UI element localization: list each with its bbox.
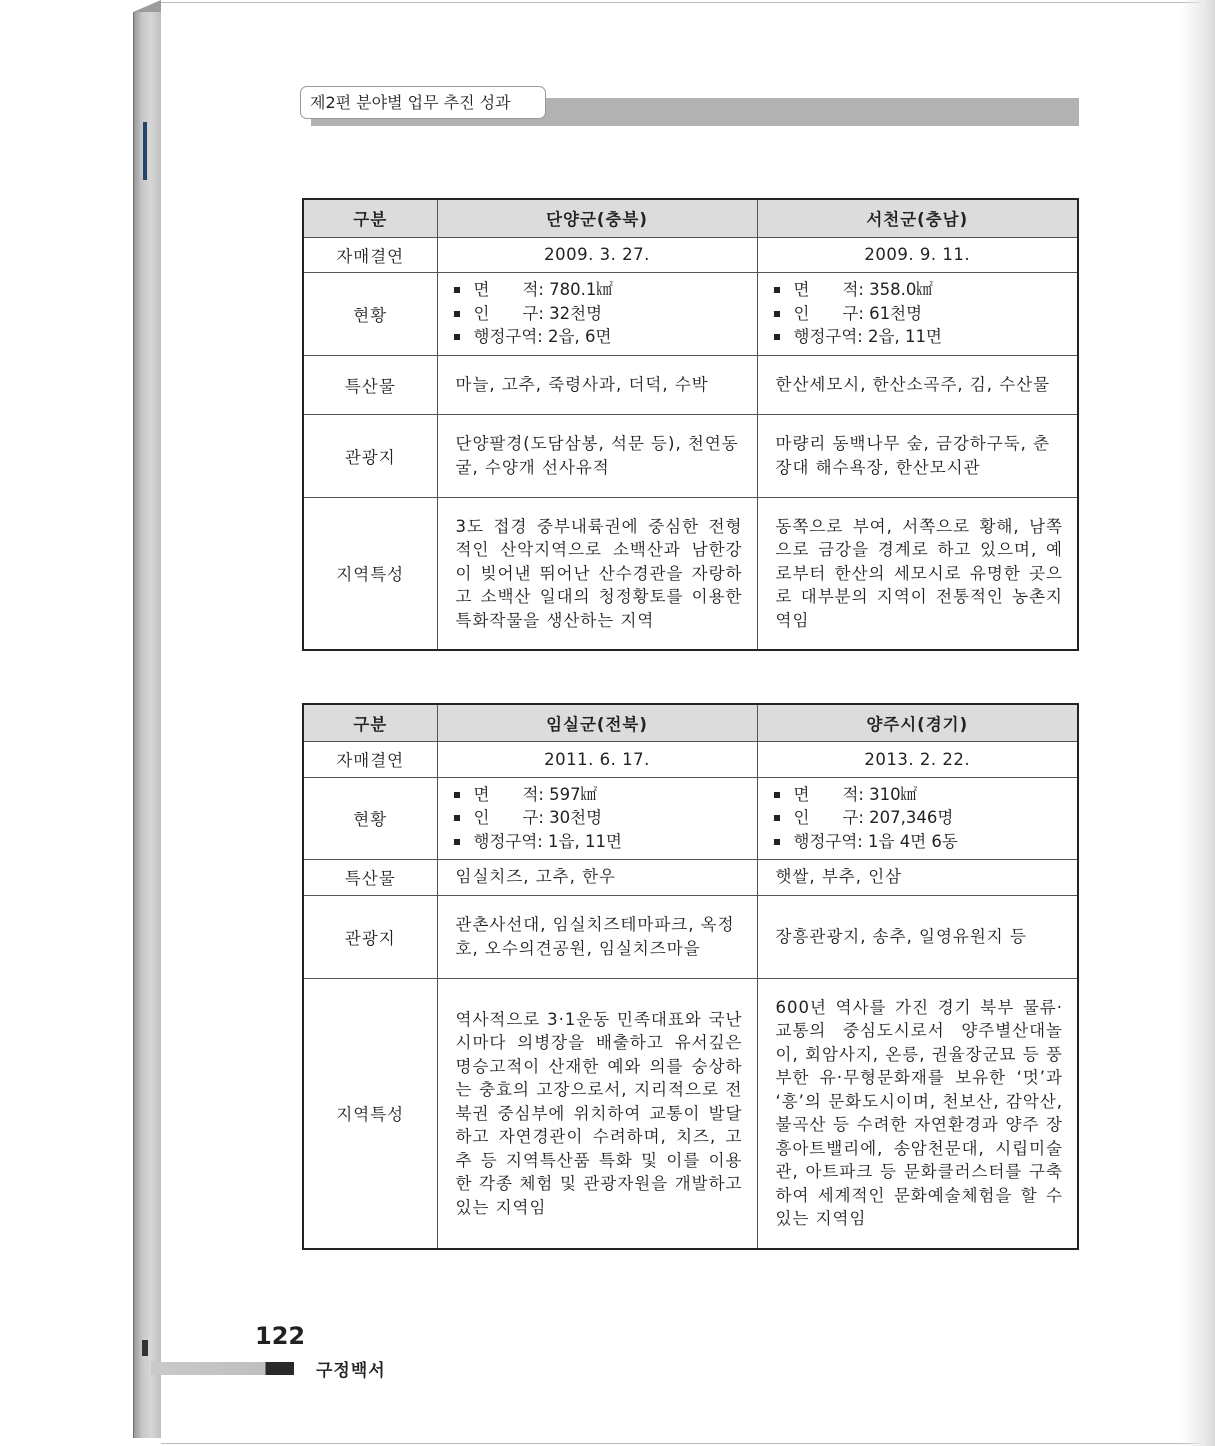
table-header-row bbox=[303, 199, 1078, 237]
status-area: 면 적: 597㎢ bbox=[454, 783, 757, 807]
status-b bbox=[757, 272, 1078, 355]
status-a bbox=[437, 777, 757, 859]
row-label: 자매결연 bbox=[303, 741, 437, 777]
status-area: 면 적: 780.1㎢ bbox=[454, 278, 757, 302]
header-city-b: 양주시(경기) bbox=[757, 704, 1078, 741]
status-population: 인 구: 207,346명 bbox=[774, 806, 1078, 830]
table-row bbox=[303, 859, 1078, 895]
sister-date-b: 2009. 9. 11. bbox=[757, 237, 1078, 272]
row-label: 특산물 bbox=[303, 859, 437, 895]
tourism-a: 단양팔경(도담삼봉, 석문 등), 천연동굴, 수양개 선사유적 bbox=[437, 414, 757, 497]
tourism-b: 마량리 동백나무 숲, 금강하구둑, 춘장대 해수욕장, 한산모시관 bbox=[757, 414, 1078, 497]
status-a bbox=[437, 272, 757, 355]
status-district: 행정구역: 2읍, 6면 bbox=[454, 325, 757, 349]
row-label: 특산물 bbox=[303, 355, 437, 414]
spine-mark bbox=[142, 1340, 148, 1356]
table-row bbox=[303, 497, 1078, 650]
status-area: 면 적: 310㎢ bbox=[774, 783, 1078, 807]
status-district: 행정구역: 2읍, 11면 bbox=[774, 325, 1078, 349]
header-city-a: 임실군(전북) bbox=[437, 704, 757, 741]
row-label: 현황 bbox=[303, 777, 437, 859]
table-row bbox=[303, 895, 1078, 978]
row-label: 지역특성 bbox=[303, 497, 437, 650]
table-row bbox=[303, 777, 1078, 859]
products-b: 한산세모시, 한산소곡주, 김, 수산물 bbox=[757, 355, 1078, 414]
sister-date-b: 2013. 2. 22. bbox=[757, 741, 1078, 777]
book-corner bbox=[133, 0, 161, 12]
table-header-row bbox=[303, 704, 1078, 741]
page-curl-shadow bbox=[1181, 0, 1215, 1446]
header-city-b: 서천군(충남) bbox=[757, 199, 1078, 237]
status-b bbox=[757, 777, 1078, 859]
table-row bbox=[303, 237, 1078, 272]
tourism-a: 관촌사선대, 임실치즈테마파크, 옥정호, 오수의견공원, 임실치즈마을 bbox=[437, 895, 757, 978]
background-left bbox=[0, 0, 133, 1446]
header-category: 구분 bbox=[303, 199, 437, 237]
products-b: 햇쌀, 부추, 인삼 bbox=[757, 859, 1078, 895]
footer-bar bbox=[151, 1362, 294, 1375]
products-a: 마늘, 고추, 죽령사과, 더덕, 수박 bbox=[437, 355, 757, 414]
table-row bbox=[303, 741, 1078, 777]
table-row bbox=[303, 414, 1078, 497]
row-label: 관광지 bbox=[303, 895, 437, 978]
table-row bbox=[303, 355, 1078, 414]
sister-date-a: 2009. 3. 27. bbox=[437, 237, 757, 272]
status-area: 면 적: 358.0㎢ bbox=[774, 278, 1078, 302]
feature-a: 3도 접경 중부내륙권에 중심한 전형적인 산악지역으로 소백산과 남한강이 빚어낸 뛰어난 산수경관을 자랑하고 소백산 일대의 청정황토를 이용한 특화작물을 생산하는 지역 bbox=[437, 497, 757, 650]
row-label: 현황 bbox=[303, 272, 437, 355]
header-category: 구분 bbox=[303, 704, 437, 741]
header-city-a: 단양군(충북) bbox=[437, 199, 757, 237]
spine-bookmark bbox=[143, 122, 147, 180]
status-population: 인 구: 32천명 bbox=[454, 302, 757, 326]
book-title: 구정백서 bbox=[316, 1361, 386, 1381]
section-title: 제2편 분야별 업무 추진 성과 bbox=[300, 86, 546, 119]
status-district: 행정구역: 1읍, 11면 bbox=[454, 830, 757, 854]
feature-b: 600년 역사를 가진 경기 북부 물류·교통의 중심도시로서 양주별산대놀이, 회암사지, 온릉, 권율장군묘 등 풍부한 유·무형문화재를 보유한 ‘멋’과 ‘흥’의 문화도시이며, 천보산, 감악산, 불곡산 등 수려한 자연환경과 양주 장흥아트밸리에, 송암천문대, 시립미술관, 아트파크 등 문화클러스터를 구축하여 세계적인 문화예술체험을 할 수 있는 지역임 bbox=[757, 978, 1078, 1249]
sister-city-table-2 bbox=[302, 703, 1079, 1250]
status-population: 인 구: 30천명 bbox=[454, 806, 757, 830]
feature-b: 동쪽으로 부여, 서쪽으로 황해, 남쪽으로 금강을 경계로 하고 있으며, 예로부터 한산의 세모시로 유명한 곳으로 대부분의 지역이 전통적인 농촌지역임 bbox=[757, 497, 1078, 650]
book-spine bbox=[133, 12, 162, 1438]
feature-a: 역사적으로 3·1운동 민족대표와 국난시마다 의병장을 배출하고 유서깊은 명승고적이 산재한 예와 의를 숭상하는 충효의 고장으로서, 지리적으로 전북권 중심부에 위치하여 교통이 발달하고 자연경관이 수려하며, 치즈, 고추 등 지역특산품 특화 및 이를 이용한 각종 체험 및 관광자원을 개발하고 있는 지역임 bbox=[437, 978, 757, 1249]
status-population: 인 구: 61천명 bbox=[774, 302, 1078, 326]
row-label: 지역특성 bbox=[303, 978, 437, 1249]
page-number: 122 bbox=[255, 1322, 306, 1350]
table-row bbox=[303, 978, 1078, 1249]
row-label: 관광지 bbox=[303, 414, 437, 497]
row-label: 자매결연 bbox=[303, 237, 437, 272]
sister-city-table-1 bbox=[302, 198, 1079, 651]
table-row bbox=[303, 272, 1078, 355]
status-district: 행정구역: 1읍 4면 6동 bbox=[774, 830, 1078, 854]
tourism-b: 장흥관광지, 송추, 일영유원지 등 bbox=[757, 895, 1078, 978]
sister-date-a: 2011. 6. 17. bbox=[437, 741, 757, 777]
products-a: 임실치즈, 고추, 한우 bbox=[437, 859, 757, 895]
